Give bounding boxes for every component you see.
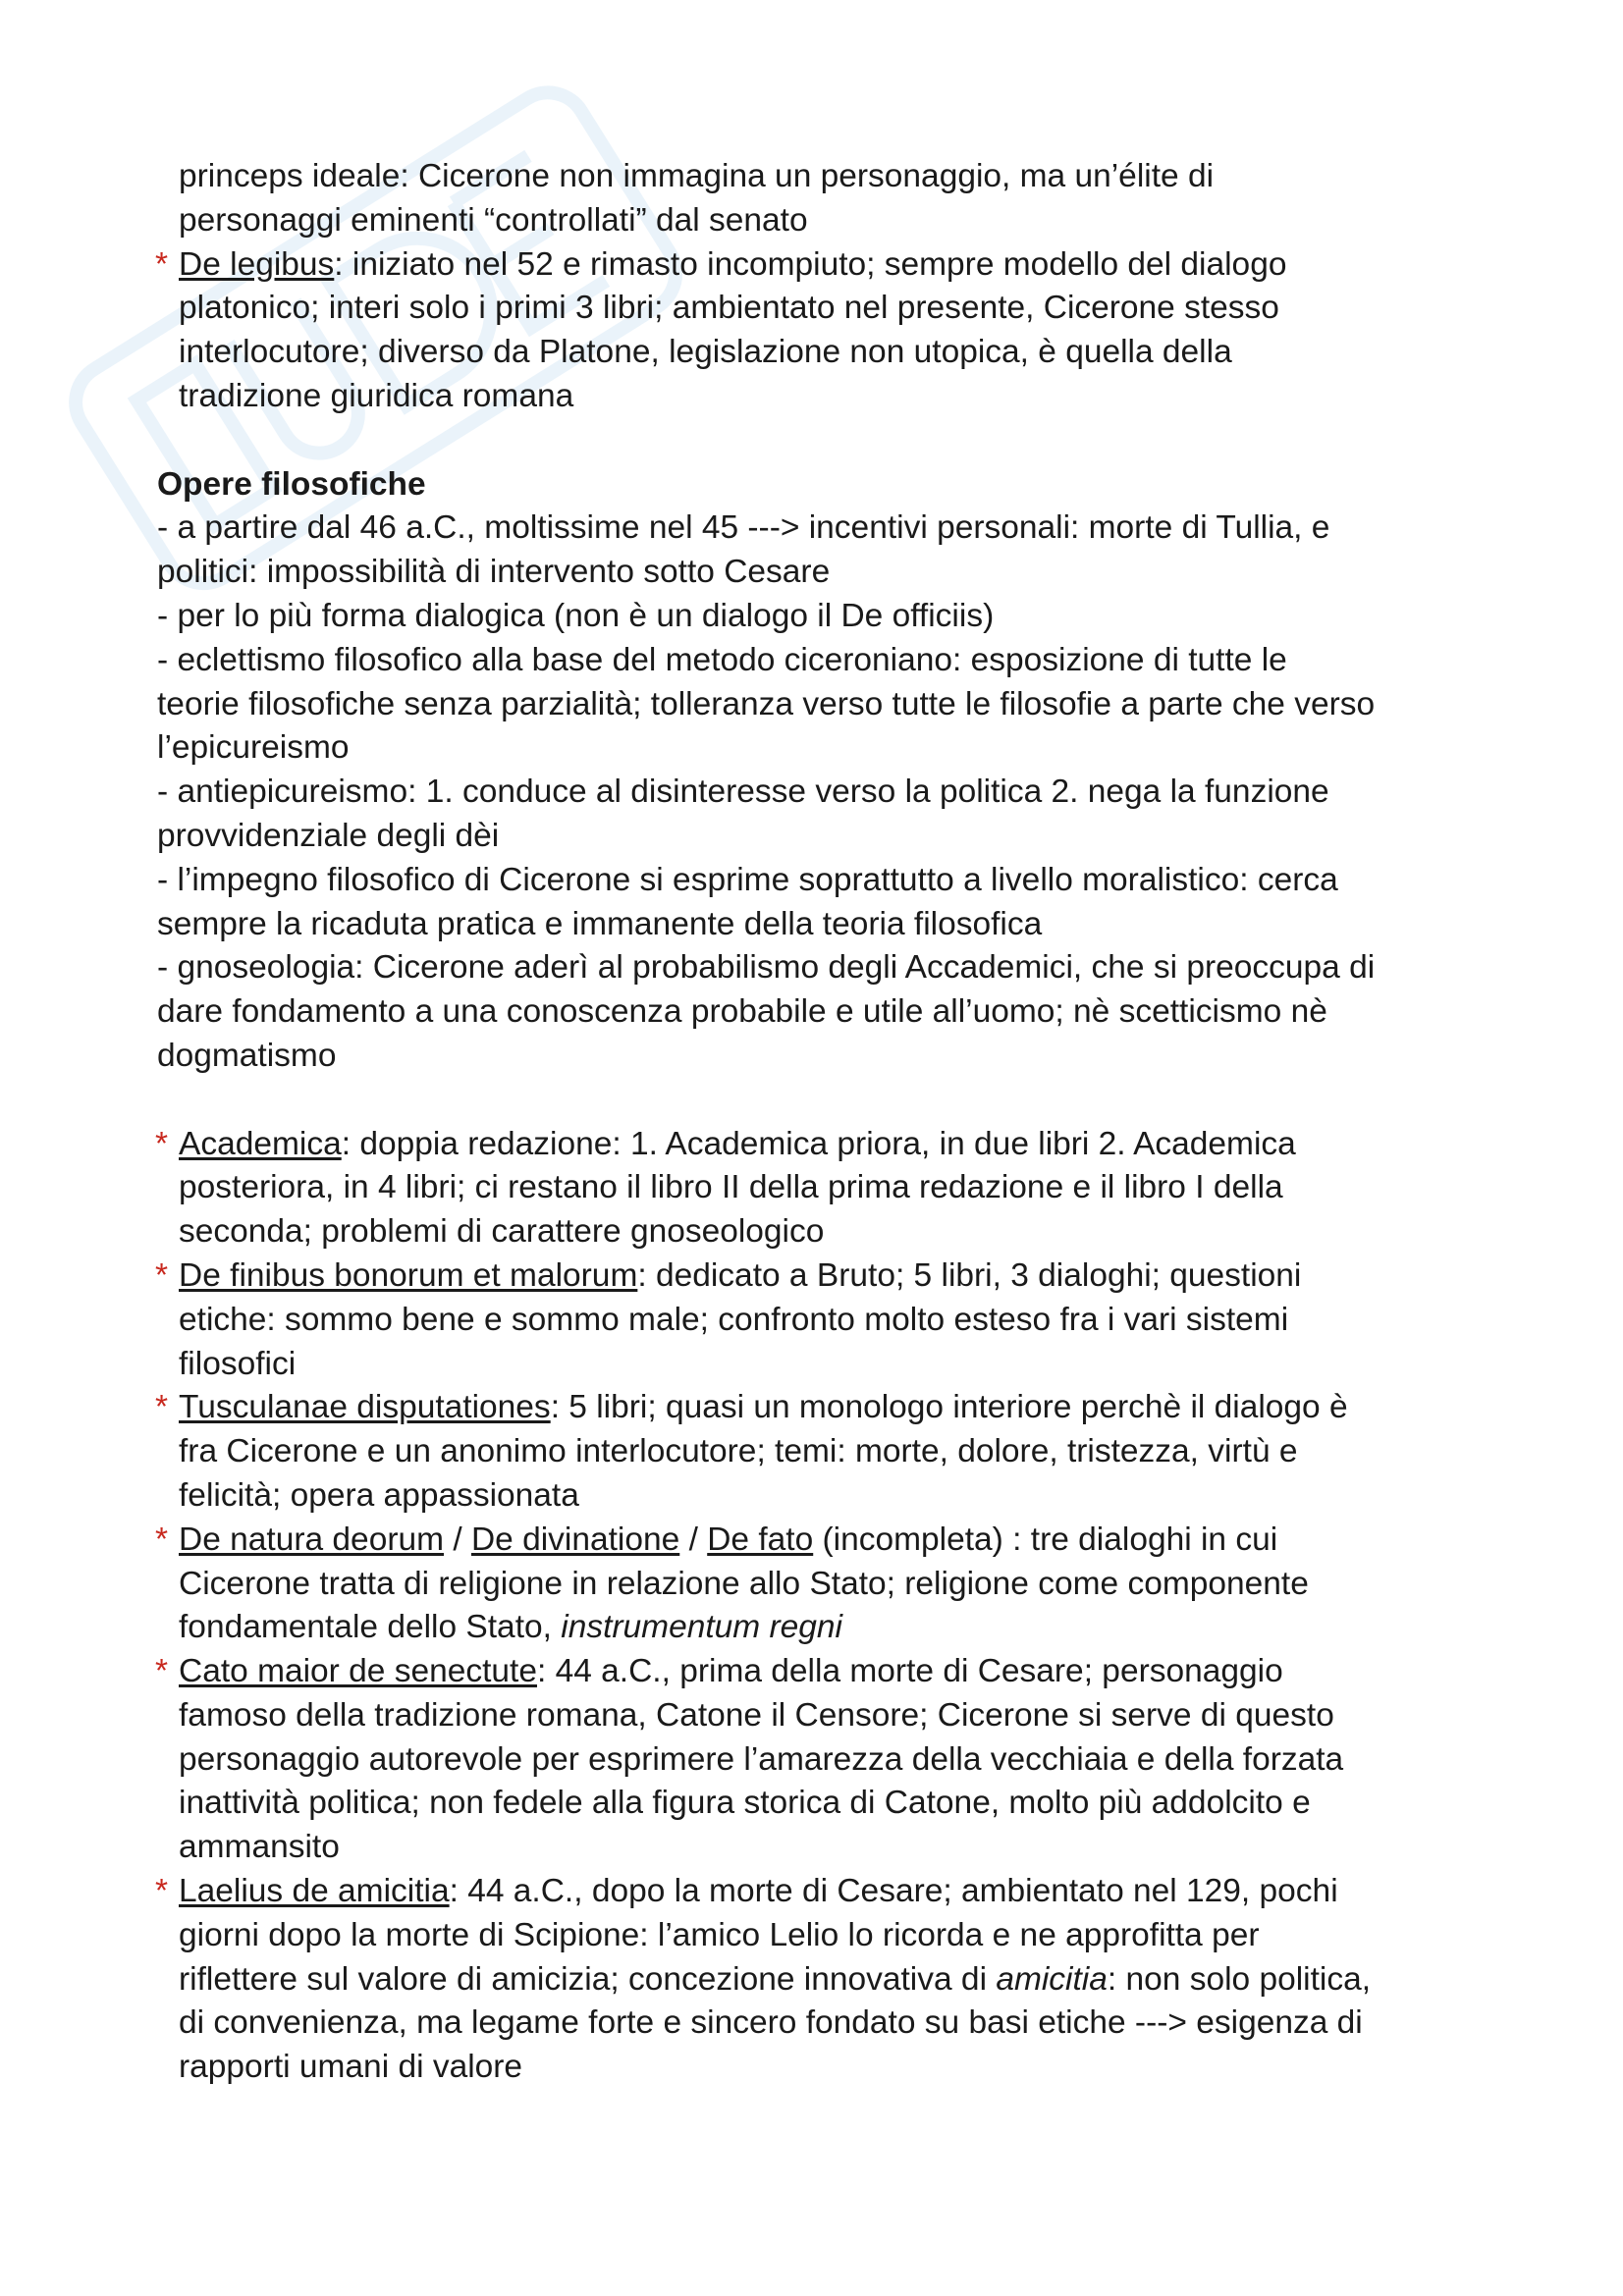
- intro-line: personaggi eminenti “controllati” dal senato: [179, 201, 808, 239]
- work-text-line: [157, 1606, 1492, 1650]
- work-text-line: interlocutore; diverso da Platone, legislazione non utopica, è quella della: [179, 334, 1232, 371]
- italic-term: instrumentum regni: [561, 1609, 842, 1646]
- work-title: Tusculanae disputationes: [179, 1389, 551, 1426]
- work-item-cato-maior: [157, 1650, 1492, 1694]
- work-text: : 44 a.C., prima della morte di Cesare; personaggio: [536, 1653, 1283, 1690]
- work-text: : non solo politica,: [1107, 1960, 1372, 1998]
- work-text: : dedicato a Bruto; 5 libri, 3 dialoghi; questioni: [637, 1256, 1302, 1294]
- work-text-line: tradizione giuridica romana: [179, 377, 574, 414]
- bullet-asterisk-icon: *: [155, 1256, 169, 1294]
- bullet-asterisk-icon: *: [155, 1389, 169, 1426]
- dash-line: politici: impossibilità di intervento sotto Cesare: [157, 554, 831, 591]
- work-title: De natura deorum: [179, 1521, 445, 1558]
- work-item-laelius: [157, 1870, 1492, 1914]
- dash-line: l’epicureismo: [157, 729, 350, 767]
- work-text: : 44 a.C., dopo la morte di Cesare; ambientato nel 129, pochi: [449, 1873, 1338, 1910]
- italic-term: amicitia: [996, 1960, 1108, 1998]
- work-text: riflettere sul valore di amicizia; concezione innovativa di: [179, 1960, 997, 1998]
- work-text-line: inattività politica; non fedele alla figura storica di Catone, molto più addolcito e: [179, 1785, 1311, 1822]
- dash-line: dogmatismo: [157, 1037, 337, 1074]
- bullet-asterisk-icon: *: [155, 1653, 169, 1690]
- work-text-line: giorni dopo la morte di Scipione: l’amico Lelio lo ricorda e ne approfitta per: [179, 1916, 1260, 1953]
- document-page: [157, 155, 1492, 2090]
- dash-line: - eclettismo filosofico alla base del metodo ciceroniano: esposizione di tutte le: [157, 641, 1287, 678]
- work-text-line: felicità; opera appassionata: [179, 1476, 579, 1514]
- work-text-line: etiche: sommo bene e sommo male; confronto molto esteso fra i vari sistemi: [179, 1301, 1289, 1338]
- dash-line: - antiepicureismo: 1. conduce al disinteresse verso la politica 2. nega la funzione: [157, 774, 1329, 811]
- work-item-academica: [157, 1123, 1492, 1167]
- work-text-line: seconda; problemi di carattere gnoseologico: [179, 1213, 825, 1251]
- work-title: Laelius de amicitia: [179, 1873, 450, 1910]
- dash-line: sempre la ricaduta pratica e immanente della teoria filosofica: [157, 905, 1043, 942]
- work-text-line: di convenienza, ma legame forte e sincero fondato su basi etiche ---> esigenza di: [179, 2004, 1363, 2042]
- separator: /: [679, 1521, 708, 1558]
- dash-line: - l’impegno filosofico di Cicerone si esprime soprattutto a livello moralistico: cerca: [157, 861, 1338, 898]
- dash-line: - gnoseologia: Cicerone aderì al probabilismo degli Accademici, che si preoccupa di: [157, 949, 1376, 987]
- bullet-asterisk-icon: *: [155, 1873, 169, 1910]
- work-item-tusculanae: [157, 1386, 1492, 1430]
- work-item-de-natura-deorum: [157, 1519, 1492, 1563]
- work-text: fondamentale dello Stato,: [179, 1609, 562, 1646]
- work-text-line: Cicerone tratta di religione in relazione allo Stato; religione come componente: [179, 1565, 1309, 1602]
- work-text-line: famoso della tradizione romana, Catone il Censore; Cicerone si serve di questo: [179, 1696, 1334, 1734]
- work-text-line: personaggio autorevole per esprimere l’amarezza della vecchiaia e della forzata: [179, 1740, 1344, 1778]
- dash-line: provvidenziale degli dèi: [157, 817, 500, 854]
- work-title: De finibus bonorum et malorum: [179, 1256, 638, 1294]
- intro-line: princeps ideale: Cicerone non immagina un personaggio, ma un’élite di: [179, 158, 1215, 194]
- dash-line: dare fondamento a una conoscenza probabile e utile all’uomo; nè scetticismo nè: [157, 993, 1327, 1031]
- work-item-de-finibus: [157, 1255, 1492, 1299]
- dash-line: - a partire dal 46 a.C., moltissime nel 45 ---> incentivi personali: morte di Tullia, e: [157, 509, 1330, 547]
- work-text-line: fra Cicerone e un anonimo interlocutore; temi: morte, dolore, tristezza, virtù e: [179, 1433, 1298, 1470]
- work-text: : doppia redazione: 1. Academica priora, in due libri 2. Academica: [341, 1125, 1296, 1162]
- work-title: Cato maior de senectute: [179, 1653, 537, 1690]
- work-title: De divinatione: [470, 1521, 680, 1558]
- work-title: De legibus: [179, 245, 335, 283]
- work-text: (incompleta) : tre dialoghi in cui: [813, 1521, 1278, 1558]
- work-text-line: [157, 1958, 1492, 2002]
- section-heading: Opere filosofiche: [157, 465, 426, 503]
- work-text: : 5 libri; quasi un monologo interiore perchè il dialogo è: [550, 1389, 1348, 1426]
- work-text: : iniziato nel 52 e rimasto incompiuto; sempre modello del dialogo: [334, 245, 1287, 283]
- work-text-line: filosofici: [179, 1345, 297, 1382]
- bullet-asterisk-icon: *: [155, 1125, 169, 1162]
- dash-line: - per lo più forma dialogica (non è un dialogo il De officiis): [157, 597, 995, 634]
- work-text-line: rapporti umani di valore: [179, 2049, 523, 2086]
- bullet-asterisk-icon: *: [155, 1521, 169, 1558]
- work-title: Academica: [179, 1125, 342, 1162]
- separator: /: [444, 1521, 471, 1558]
- dash-line: teorie filosofiche senza parzialità; tolleranza verso tutte le filosofie a parte che verso: [157, 685, 1376, 722]
- bullet-asterisk-icon: *: [155, 245, 169, 283]
- work-text-line: platonico; interi solo i primi 3 libri; ambientato nel presente, Cicerone stesso: [179, 290, 1279, 327]
- work-item-de-legibus: [157, 243, 1492, 288]
- work-text-line: posteriora, in 4 libri; ci restano il libro II della prima redazione e il libro I della: [179, 1169, 1283, 1206]
- work-title: De fato: [707, 1521, 814, 1558]
- work-text-line: ammansito: [179, 1829, 340, 1866]
